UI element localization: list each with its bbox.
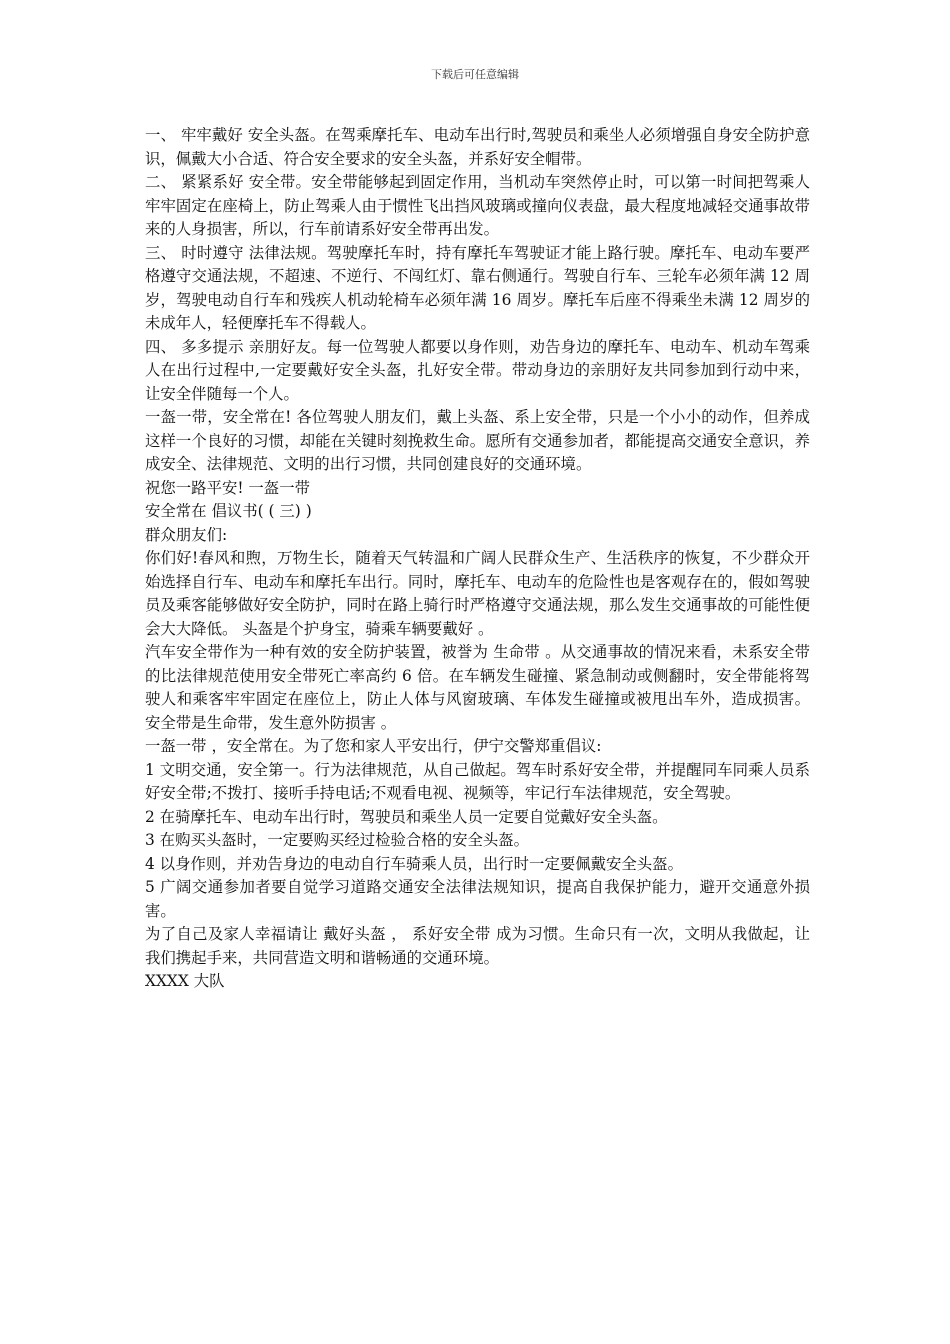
list-item-3: 3 在购买头盔时，一定要购买经过检验合格的安全头盔。 xyxy=(145,831,530,849)
page-header-note: 下载后可任意编辑 xyxy=(431,68,519,81)
paragraph-seatbelt-life: 汽车安全带作为一种有效的安全防护装置，被誉为 生命带 。从交通事故的情况来看，未系安全带的比法律规范使用安全带死亡率高约 6 倍。在车辆发生碰撞、紧急制动或侧翻时，安全带能将驾驶人和乘客牢牢固定在座位上，防止人体与风窗玻璃、车体发生碰撞或被甩出车外，造成损害。 安全带是生命带，发生意外防损害 。 xyxy=(145,643,810,732)
paragraph-seatbelt: 二、 紧紧系好 安全带。安全带能够起到固定作用，当机动车突然停止时，可以第一时间把驾乘人牢牢固定在座椅上，防止驾乘人由于惯性飞出挡风玻璃或撞向仪表盘，最大程度地减轻交通事故带来的人身损害，所以，行车前请系好安全带再出发。 xyxy=(145,173,810,238)
document-body xyxy=(145,124,810,994)
paragraph-laws: 三、 时时遵守 法律法规。驾驶摩托车时，持有摩托车驾驶证才能上路行驶。摩托车、电动车要严格遵守交通法规，不超速、不逆行、不闯红灯、靠右侧通行。驾驶自行车、三轮车必须年满 12 周岁，驾驶电动自行车和残疾人机动轮椅车必须年满 16 周岁。摩托车后座不得乘坐未满 12 周岁的未成年人，轻便摩托车不得载人。 xyxy=(145,243,810,332)
paragraph-blessing: 祝您一路平安! 一盔一带 xyxy=(145,478,310,497)
signature: XXXX 大队 xyxy=(145,972,225,990)
list-item-5: 5 广阔交通参加者要自觉学习道路交通安全法律法规知识，提高自我保护能力，避开交通意外损害。 xyxy=(145,878,810,920)
list-item-1: 1 文明交通，安全第一。行为法律规范，从自己做起。驾车时系好安全带，并提醒同车同乘人员系好安全带;不拨打、接听手持电话;不观看电视、视频等，牢记行车法律规范，安全驾驶。 xyxy=(145,760,810,802)
section-title-proposal-3: 安全常在 倡议书( ( 三) ) xyxy=(145,502,312,520)
salutation: 群众朋友们: xyxy=(145,525,228,544)
list-item-4: 4 以身作则，并劝告身边的电动自行车骑乘人员，出行时一定要佩戴安全头盔。 xyxy=(145,854,683,873)
list-item-2: 2 在骑摩托车、电动车出行时，驾驶员和乘坐人员一定要自觉戴好安全头盔。 xyxy=(145,807,668,826)
paragraph-one-helmet-one-belt: 一盔一带，安全常在! 各位驾驶人朋友们，戴上头盔、系上安全带，只是一个小小的动作，但养成这样一个良好的习惯，却能在关键时刻挽救生命。愿所有交通参加者，都能提高交通安全意识，养成安全、法律规范、文明的出行习惯，共同创建良好的交通环境。 xyxy=(145,408,810,473)
paragraph-greeting: 你们好!春风和煦，万物生长，随着天气转温和广阔人民群众生产、生活秩序的恢复，不少群众开始选择自行车、电动车和摩托车出行。同时，摩托车、电动车的危险性也是客观存在的，假如驾驶员及乘客能够做好安全防护，同时在路上骑行时严格遵守交通法规，那么发生交通事故的可能性便会大大降低。 头盔是个护身宝，骑乘车辆要戴好 。 xyxy=(145,549,810,638)
paragraph-proposal-intro: 一盔一带 ，安全常在。为了您和家人平安出行，伊宁交警郑重倡议: xyxy=(145,737,602,755)
paragraph-helmet: 一、 牢牢戴好 安全头盔。在驾乘摩托车、电动车出行时,驾驶员和乘坐人必须增强自身安全防护意识，佩戴大小合适、符合安全要求的安全头盔，并系好安全帽带。 xyxy=(145,126,810,168)
paragraph-closing: 为了自己及家人幸福请让 戴好头盔 ， 系好安全带 成为习惯。生命只有一次，文明从我做起，让我们携起手来，共同营造文明和谐畅通的交通环境。 xyxy=(145,925,810,967)
paragraph-remind-friends: 四、 多多提示 亲朋好友。每一位驾驶人都要以身作则，劝告身边的摩托车、电动车、机动车驾乘人在出行过程中,一定要戴好安全头盔，扎好安全带。带动身边的亲朋好友共同参加到行动中来，让安全伴随每一个人。 xyxy=(145,337,810,403)
